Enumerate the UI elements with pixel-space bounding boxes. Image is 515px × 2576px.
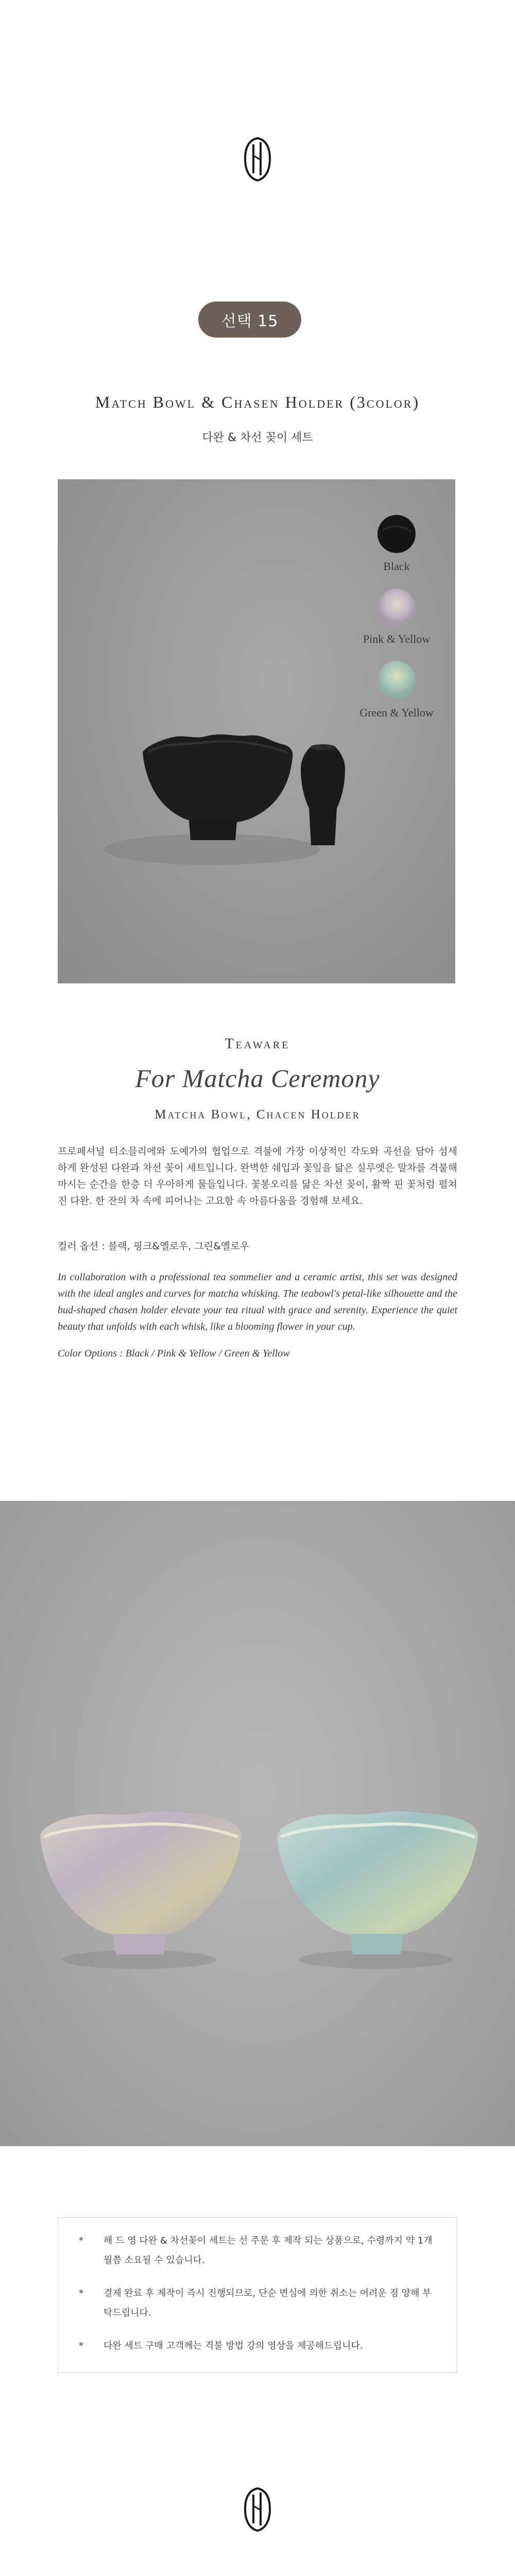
brand-monogram-icon: [242, 135, 273, 182]
bullet-icon: *: [79, 2235, 83, 2246]
description-en: In collaboration with a professional tea sommelier and a ceramic artist, this set was designed with the ideal angles and curves for matcha whisking. The teabowl's petal-like silhouette and the bud-shaped chasen holder elevate your tea ritual with grace and serenity. Experience the quiet beauty that unfolds with each whisk, like a blooming flower in your cup.: [58, 1272, 457, 1332]
notice-item: [79, 2336, 436, 2356]
product-title-en: Match Bowl & Chasen Holder (3color): [95, 393, 420, 411]
swatch-label-black: Black: [383, 560, 410, 573]
section-subtitle: Matcha Bowl, Chacen Holder: [154, 1108, 360, 1122]
swatch-label-green-yellow: Green & Yellow: [359, 706, 434, 719]
brand-monogram-icon: [242, 2485, 273, 2533]
product-title-ko: 다완 & 차선 꽂이 세트: [202, 431, 313, 444]
swatch-label-pink-yellow: Pink & Yellow: [363, 632, 431, 645]
swatch-pink-yellow[interactable]: [377, 589, 416, 627]
description-ko: 프로페셔널 티소믈리에와 도예가의 협업으로 격불에 가장 이상적인 각도와 곡선을 담아 섬세하게 완성된 다완과 차선 꽂이 세트입니다. 완벽한 쉐입과 꽃잎을 닮은 실루엣은 말차를 격불해 마시는 순간을 한층 더 우아하게 물들입니다. 꽃봉오리를 닮은 차선 꽂이, 활짝 핀 꽃처럼 펼쳐진 다완. 한 잔의 차 속에 피어나는 고요함 속 아름다움을 경험해 보세요.: [58, 1146, 457, 1207]
order-notice-box: [58, 2217, 457, 2373]
notice-text: 다완 세트 구매 고객께는 격불 방법 강의 영상을 제공해드립니다.: [104, 2340, 363, 2351]
section-script-title: For Matcha Ceremony: [135, 1064, 380, 1093]
bullet-icon: *: [79, 2288, 83, 2299]
color-options-ko: 컬러 옵션 : 블랙, 핑크&옐로우, 그린&옐로우: [58, 1241, 249, 1252]
product-photo-marbled-bowls: [0, 1501, 515, 2146]
product-photo-black-set: [58, 479, 455, 983]
bullet-icon: *: [79, 2340, 83, 2351]
section-eyebrow: Teaware: [225, 1036, 290, 1052]
notice-item: [79, 2231, 436, 2270]
swatch-green-yellow[interactable]: [377, 661, 416, 699]
color-options-en: Color Options : Black / Pink & Yellow / Green & Yellow: [58, 1348, 290, 1359]
notice-item: [79, 2284, 436, 2323]
notice-text: 해 드 영 다완 & 차선꽂이 세트는 선 주문 후 제작 되는 상품으로, 수령까지 약 1개월쯤 소요될 수 있습니다.: [104, 2235, 433, 2266]
notice-text: 결제 완료 후 제작이 즉시 진행되므로, 단순 변심에 의한 취소는 어려운 점 양해 부탁드립니다.: [104, 2288, 432, 2318]
swatch-black[interactable]: [377, 515, 416, 553]
selection-badge: 선택 15: [198, 302, 301, 338]
